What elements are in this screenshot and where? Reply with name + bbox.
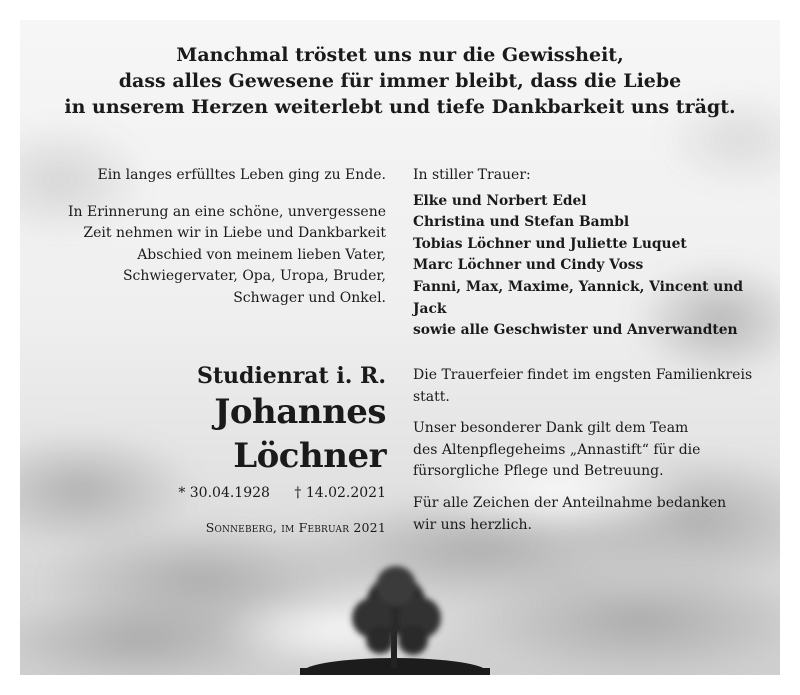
note-line: wir uns herzlich. bbox=[413, 516, 532, 533]
mourners-list bbox=[413, 165, 773, 342]
mourner-entry: Tobias Löchner und Juliette Luquet bbox=[413, 235, 687, 252]
deceased-title: Studienrat i. R. bbox=[196, 363, 386, 389]
farewell-text bbox=[50, 165, 386, 310]
farewell-line: Schwager und Onkel. bbox=[233, 289, 386, 306]
farewell-opening: Ein langes erfülltes Leben ging zu Ende. bbox=[97, 167, 386, 183]
farewell-line: Schwiegervater, Opa, Uropa, Bruder, bbox=[122, 268, 386, 285]
farewell-line: Zeit nehmen wir in Liebe und Dankbarkeit bbox=[83, 225, 386, 242]
note-line: des Altenpflegeheims „Annastift“ für die bbox=[413, 441, 701, 458]
note-line: Unser besonderer Dank gilt dem Team bbox=[413, 420, 689, 437]
quote-line: dass alles Gewesene für immer bleibt, dass die Liebe bbox=[118, 70, 682, 92]
memorial-quote bbox=[20, 42, 780, 120]
mourner-entry: Elke und Norbert Edel bbox=[413, 192, 587, 209]
quote-line: Manchmal tröstet uns nur die Gewissheit, bbox=[176, 44, 624, 66]
life-dates bbox=[60, 482, 386, 504]
mourner-entry: sowie alle Geschwister und Anverwandten bbox=[413, 322, 738, 339]
funeral-notes bbox=[413, 365, 768, 536]
farewell-line: Abschied von meinem lieben Vater, bbox=[137, 246, 386, 263]
mourner-entry: Christina und Stefan Bambl bbox=[413, 214, 630, 231]
note-line: fürsorgliche Pflege und Betreuung. bbox=[413, 463, 664, 480]
note-line: Für alle Zeichen der Anteilnahme bedanken bbox=[413, 494, 727, 511]
mourner-names bbox=[413, 191, 773, 342]
mourners-lead: In stiller Trauer: bbox=[413, 167, 531, 183]
thanks-condolences bbox=[413, 493, 768, 536]
farewell-line: In Erinnerung an eine schöne, unvergessene bbox=[68, 203, 386, 220]
birth-date: * 30.04.1928 bbox=[178, 485, 270, 501]
farewell-paragraph bbox=[50, 202, 386, 310]
quote-line: in unserem Herzen weiterlebt und tiefe Dankbarkeit uns trägt. bbox=[64, 96, 736, 118]
note-line: Die Trauerfeier findet im engsten Familienkreis bbox=[413, 367, 753, 383]
funeral-info bbox=[413, 365, 768, 408]
obituary-card bbox=[20, 20, 780, 675]
thanks-care-home bbox=[413, 418, 768, 483]
deceased-block bbox=[60, 362, 386, 504]
place-and-date: Sonneberg, im Februar 2021 bbox=[205, 520, 386, 535]
mourner-entry: Marc Löchner und Cindy Voss bbox=[413, 257, 644, 274]
deceased-name: Johannes Löchner bbox=[214, 392, 386, 476]
note-line: statt. bbox=[413, 388, 450, 405]
death-date: † 14.02.2021 bbox=[294, 485, 386, 501]
mourner-entry: Fanni, Max, Maxime, Yannick, Vincent und Jack bbox=[413, 278, 744, 317]
